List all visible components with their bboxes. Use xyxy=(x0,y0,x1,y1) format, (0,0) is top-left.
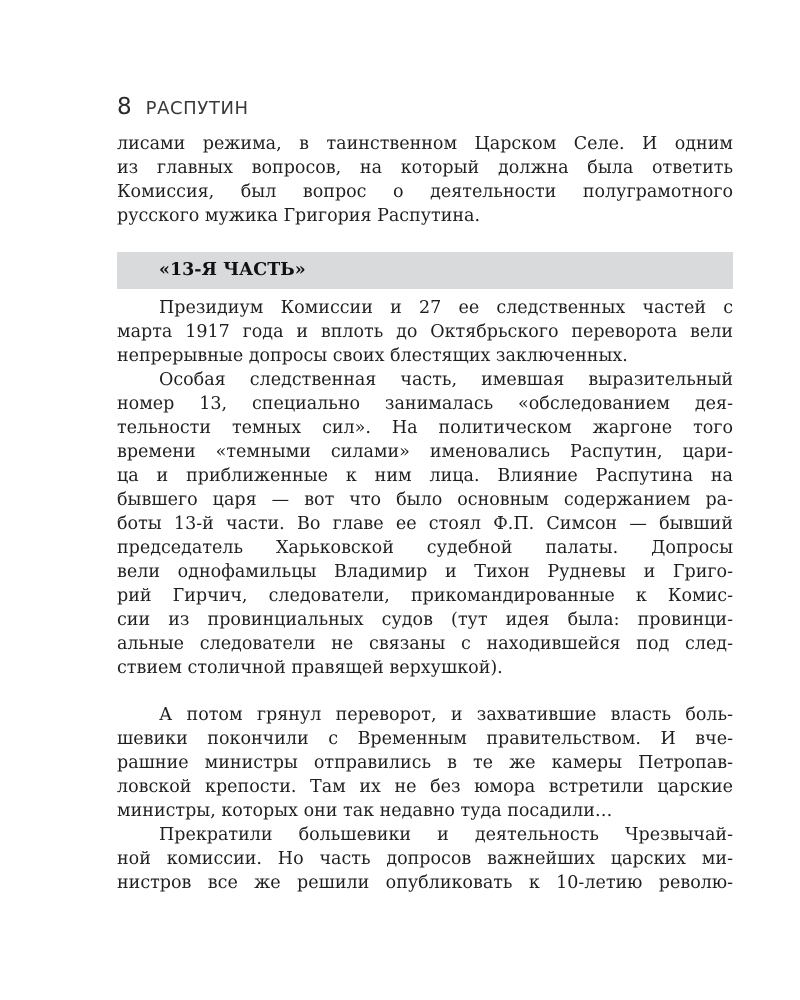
text-line: номер 13, специально занималась «обследованием дея- xyxy=(117,394,733,414)
text-line: ловской крепости. Там их не без юмора встретили царские xyxy=(117,777,733,797)
text-line: министры, которых они так недавно туда посадили… xyxy=(117,801,613,821)
text-line: рий Гирчич, следователи, прикомандированные к Комис- xyxy=(117,586,733,606)
text-line: Особая следственная часть, имевшая выразительный xyxy=(159,370,733,390)
text-line: шевики покончили с Временным правительством. И вче- xyxy=(117,729,733,749)
text-line: бывшего царя — вот что было основным содержанием ра- xyxy=(117,490,733,510)
paragraph-presidium xyxy=(117,296,733,368)
text-line: нистров все же решили опубликовать к 10-летию револю- xyxy=(117,873,733,893)
text-line: А потом грянул переворот, и захватившие власть боль- xyxy=(159,705,733,725)
section-title: «13-Я ЧАСТЬ» xyxy=(159,260,306,280)
text-line: ствием столичной правящей верхушкой). xyxy=(117,658,503,678)
text-line: сии из провинциальных судов (тут идея была: провинци- xyxy=(117,610,733,630)
text-line: русского мужика Григория Распутина. xyxy=(117,206,481,226)
text-line: лисами режима, в таинственном Царском Селе. И одним xyxy=(117,134,733,154)
paragraph-revolution xyxy=(117,703,733,823)
text-line: председатель Харьковской судебной палаты. Допросы xyxy=(117,538,733,558)
text-line: Президиум Комиссии и 27 ее следственных частей с xyxy=(159,298,733,318)
text-line: ной комиссии. Но часть допросов важнейших царских ми- xyxy=(117,849,733,869)
text-line: альные следователи не связаны с находившейся под след- xyxy=(117,634,733,654)
paragraph-commission-end xyxy=(117,823,733,895)
running-head xyxy=(117,94,249,124)
text-line: боты 13-й части. Во главе ее стоял Ф.П. Симсон — бывший xyxy=(117,514,733,534)
section-heading-bar xyxy=(117,252,733,289)
text-line: рашние министры отправились в те же камеры Петропав- xyxy=(117,753,733,773)
text-line: вели однофамильцы Владимир и Тихон Рудневы и Григо- xyxy=(117,562,733,582)
text-line: времени «темными силами» именовались Распутин, цари- xyxy=(117,442,733,462)
running-title: РАСПУТИН xyxy=(145,98,249,119)
text-line: Комиссия, был вопрос о деятельности полуграмотного xyxy=(117,182,733,202)
text-line: марта 1917 года и вплоть до Октябрьского переворота вели xyxy=(117,322,733,342)
text-line: ца и приближенные к ним лица. Влияние Распутина на xyxy=(117,466,733,486)
text-line: Прекратили большевики и деятельность Чрезвычай- xyxy=(159,825,733,845)
text-line: тельности темных сил». На политическом жаргоне того xyxy=(117,418,733,438)
paragraph-special-part xyxy=(117,368,733,680)
page-number: 8 xyxy=(117,94,132,120)
intro-paragraph xyxy=(117,132,733,228)
text-line: из главных вопросов, на который должна была ответить xyxy=(117,158,733,178)
text-line: непрерывные допросы своих блестящих заключенных. xyxy=(117,346,628,366)
